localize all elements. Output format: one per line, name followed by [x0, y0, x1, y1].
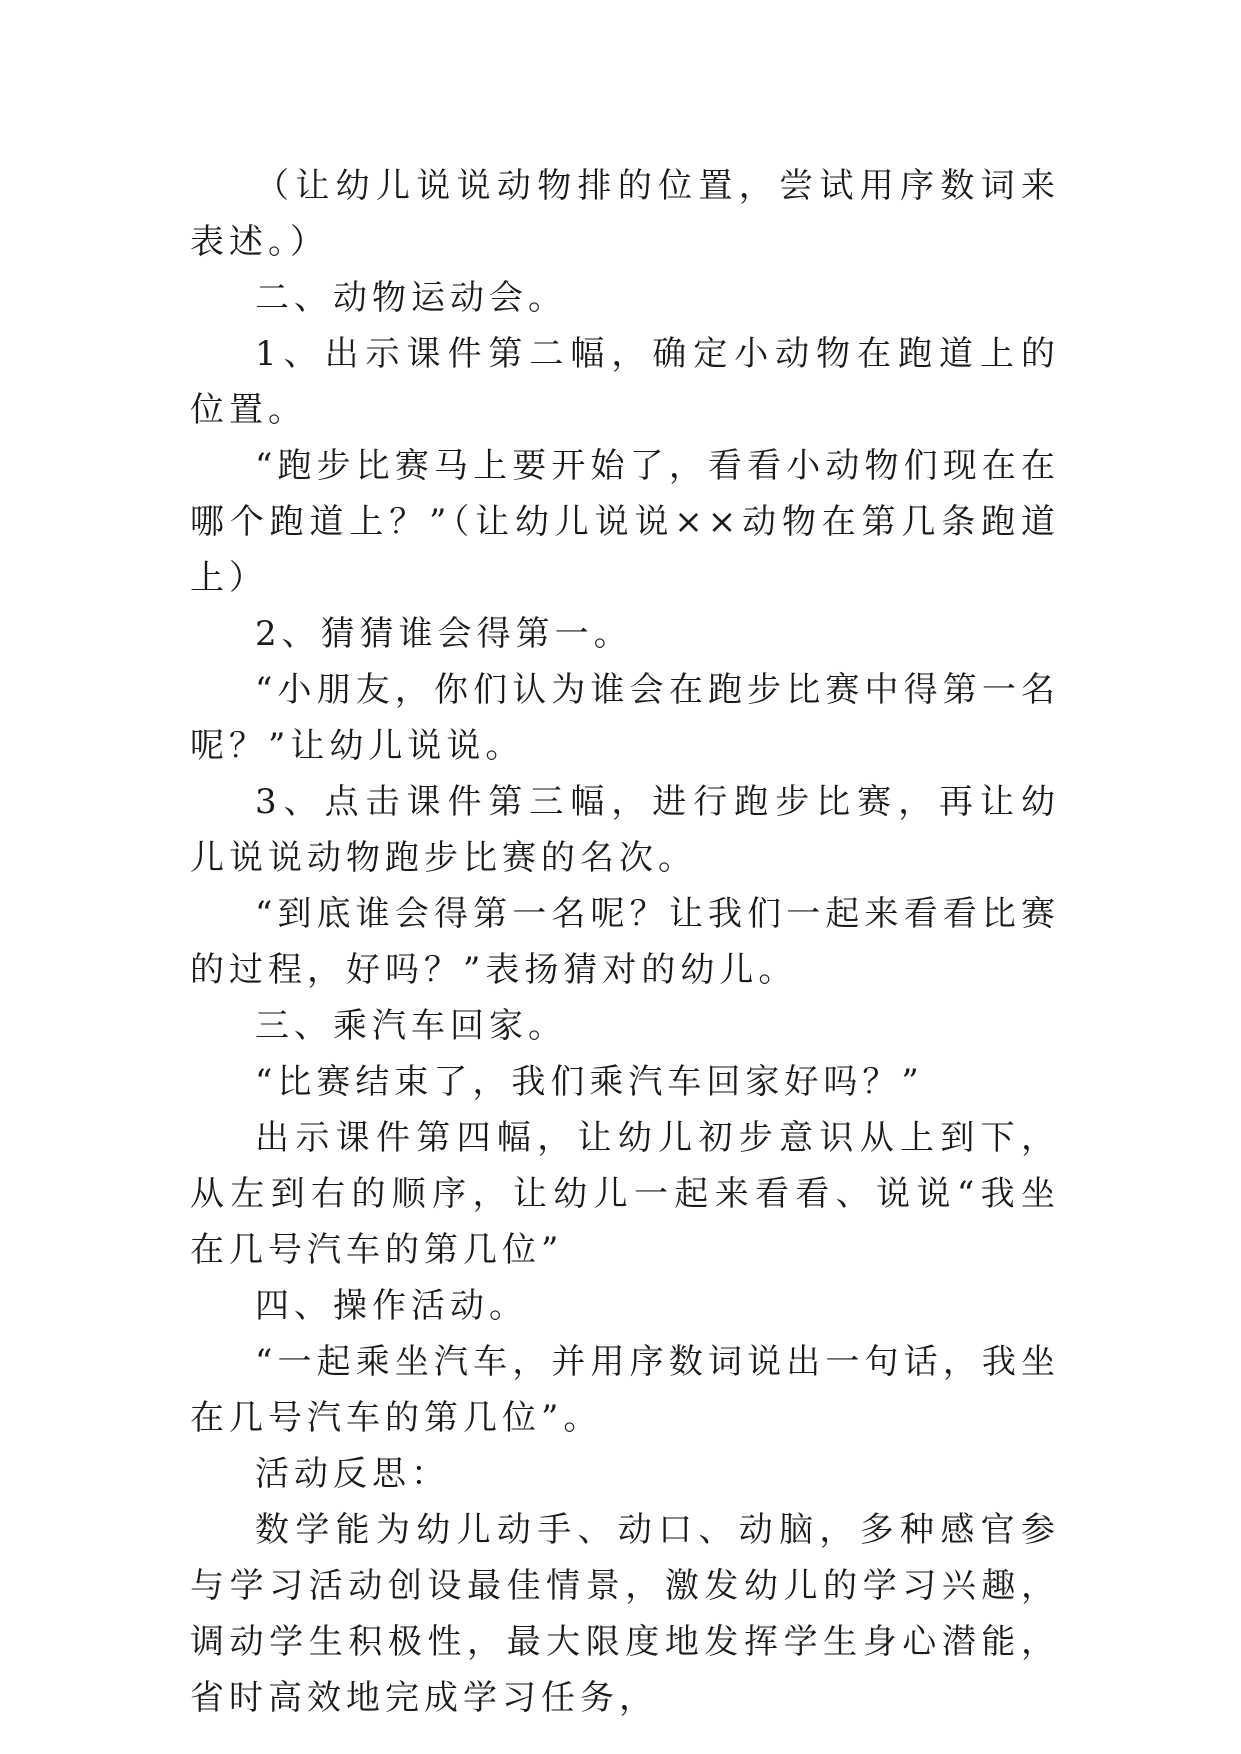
- reflection-heading: 活动反思：: [255, 1454, 450, 1494]
- paragraph: “小朋友，你们认为谁会在跑步比赛中得第一名呢？”让幼儿说说。: [190, 670, 1060, 766]
- section-heading-2: 二、动物运动会。: [255, 278, 567, 318]
- paragraph: 1、出示课件第二幅，确定小动物在跑道上的位置。: [190, 334, 1060, 430]
- paragraph: “一起乘坐汽车，并用序数词说出一句话，我坐在几号汽车的第几位”。: [190, 1342, 1060, 1438]
- paragraph: 数学能为幼儿动手、动口、动脑，多种感官参与学习活动创设最佳情景，激发幼儿的学习兴趣，调动学生积极性，最大限度地发挥学生身心潜能，省时高效地完成学习任务，: [190, 1510, 1060, 1718]
- paragraph: “到底谁会得第一名呢？让我们一起来看看比赛的过程，好吗？”表扬猜对的幼儿。: [190, 894, 1060, 990]
- paragraph: 3、点击课件第三幅，进行跑步比赛，再让幼儿说说动物跑步比赛的名次。: [190, 782, 1060, 878]
- section-heading-3: 三、乘汽车回家。: [255, 1006, 567, 1046]
- paragraph: （让幼儿说说动物排的位置，尝试用序数词来表述。）: [190, 166, 1060, 262]
- paragraph: “比赛结束了，我们乘汽车回家好吗？”: [255, 1062, 924, 1102]
- paragraph: “跑步比赛马上要开始了，看看小动物们现在在哪个跑道上？”（让幼儿说说××动物在第几条跑道上）: [190, 446, 1060, 598]
- paragraph: 2、猜猜谁会得第一。: [255, 614, 633, 654]
- paragraph: 出示课件第四幅，让幼儿初步意识从上到下，从左到右的顺序，让幼儿一起来看看、说说“我坐在几号汽车的第几位”: [190, 1118, 1060, 1270]
- document-body: [190, 158, 1060, 1726]
- section-heading-4: 四、操作活动。: [255, 1286, 528, 1326]
